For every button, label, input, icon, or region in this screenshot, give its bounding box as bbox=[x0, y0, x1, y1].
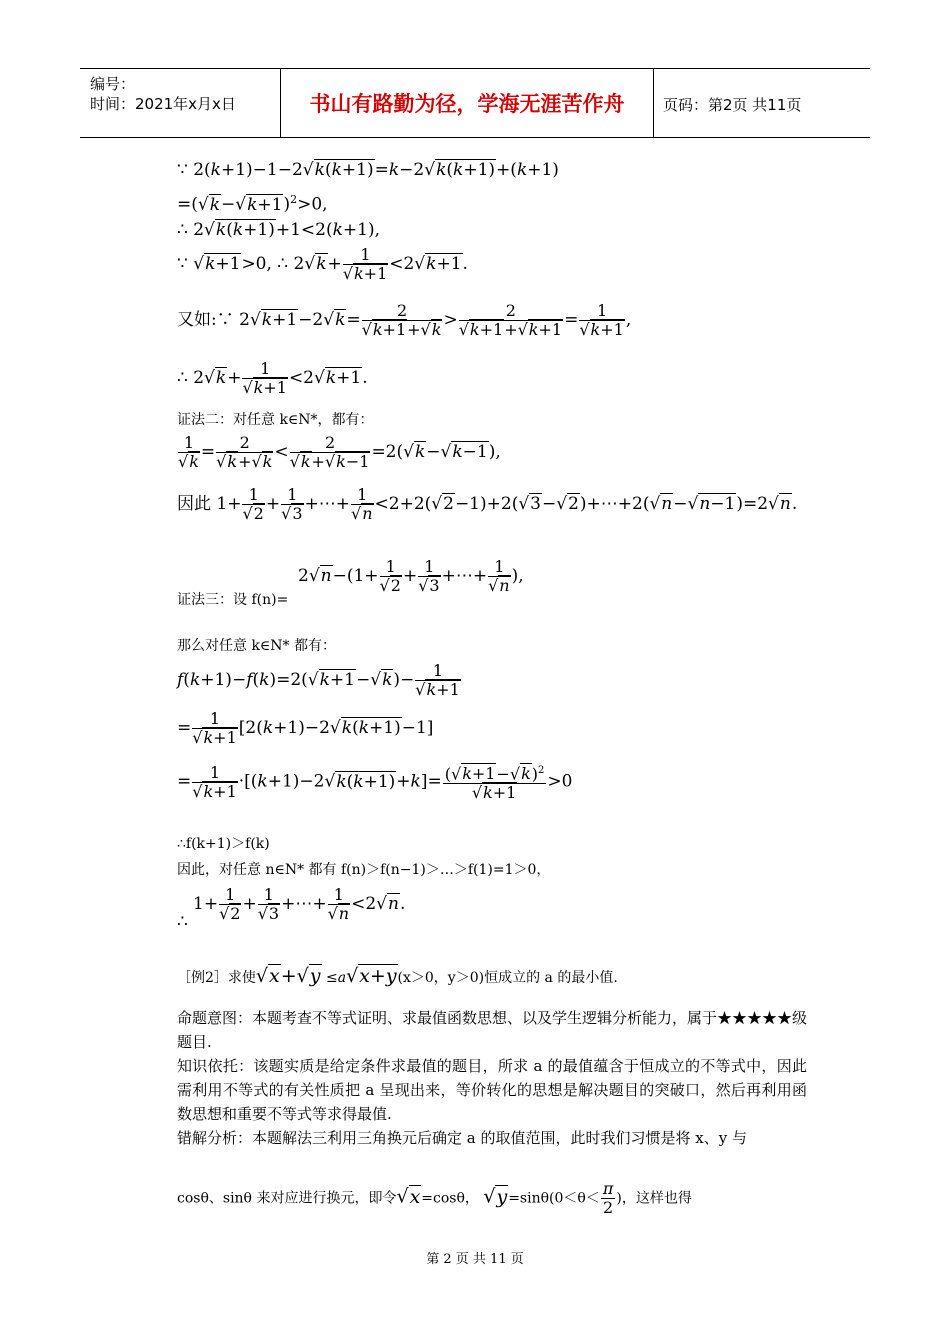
header-page: 页码：第2页 共11页 bbox=[663, 96, 802, 114]
formula-line: = $\frac{1}{√k+1}$ [2(k+1)−2√k(k+1)−1] bbox=[177, 709, 434, 747]
formula-line: ∴ 2√k+ $\frac{1}{√k+1}$ <2√k+1. bbox=[177, 359, 368, 397]
therefore-line: 因此，对任意 n∈N* 都有 f(n)＞f(n−1)＞…＞f(1)=1＞0， bbox=[177, 862, 551, 878]
then-label: 那么对任意 k∈N* 都有： bbox=[177, 638, 336, 654]
formula-line: ∴ bbox=[177, 912, 188, 932]
error-text-c: =cosθ， bbox=[421, 1190, 479, 1207]
page-header bbox=[80, 68, 870, 138]
formula-line: ∵ √k+1>0, ∴ 2√k+ $\frac{1}{√k+1}$ <2√k+1. bbox=[177, 245, 468, 283]
conclude-fk: ∴f(k+1)＞f(k) bbox=[177, 836, 270, 852]
header-motto: 书山有路勤为径，学海无涯苦作舟 bbox=[281, 69, 654, 137]
intent-para: 命题意图：本题考查不等式证明、求最值函数思想、以及学生逻辑分析能力，属于★★★★★级题目. bbox=[177, 1009, 808, 1051]
error-para: 错解分析：本题解法三利用三角换元后确定 a 的取值范围，此时我们习惯是将 x、y 与 bbox=[177, 1129, 747, 1147]
math-sqrt-y: √y bbox=[296, 965, 321, 987]
error-line: cosθ、sinθ 来对应进行换元，即令√x=cosθ， √y=sinθ(0＜θ＜ $\frac{\pi}{2}$ )，这样也得 bbox=[177, 1179, 692, 1217]
math-sqrt-xy: √x+y bbox=[346, 965, 397, 987]
error-text-e: )，这样也得 bbox=[616, 1190, 692, 1207]
proof3-label: 证法三：设 f(n)= bbox=[177, 592, 289, 608]
error-text-b: cosθ、sinθ 来对应进行换元，即令 bbox=[177, 1190, 397, 1207]
formula-line: 又如:∵ 2√k+1−2√k= $\frac{2}{√k+1+√k}$ > $\frac{2}{√k+1+√k+1}$ = $\frac{1}{√k+1}$ , bbox=[177, 301, 632, 339]
page-footer: 第 2 页 共 11 页 bbox=[426, 1252, 524, 1267]
formula-line: $\frac{1}{√k}$ = $\frac{2}{√k+√k}$ < $\frac{2}{√k+√k-1}$ =2(√k−√k−1), bbox=[178, 433, 501, 471]
example2: ［例2］求使√x+√y ≤a√x+y(x＞0，y＞0)恒成立的 a 的最小值. bbox=[177, 965, 618, 987]
formula-line: 2√n−(1+ $\frac{1}{√2}$ + $\frac{1}{√3}$ +⋯+ $\frac{1}{√n}$ ), bbox=[298, 557, 524, 595]
formula-line: ∴ 2√k(k+1)+1<2(k+1), bbox=[177, 220, 381, 240]
header-date: 时间：2021年x月x日 bbox=[90, 95, 236, 113]
formula-line: 1+ $\frac{1}{√2}$ + $\frac{1}{√3}$ +⋯+ $\frac{1}{√n}$ <2√n. bbox=[193, 885, 406, 923]
error-text-d: =sinθ(0＜θ＜ bbox=[508, 1190, 600, 1207]
proof2-label: 证法二：对任意 k∈N*，都有： bbox=[177, 412, 374, 428]
formula-line: $=(√k-√k+1)^2>0$, bbox=[177, 193, 328, 215]
example2-suffix: (x＞0，y＞0)恒成立的 a 的最小值. bbox=[397, 970, 618, 986]
math-sqrt-x: √x bbox=[255, 965, 280, 987]
header-number: 编号： bbox=[90, 75, 136, 93]
formula-line: = $\frac{1}{√k+1}$ ·[(k+1)−2√k(k+1)+k]= $\frac{(√k+1-√k)^2}{√k+1}$ >0 bbox=[177, 762, 573, 803]
header-meta bbox=[80, 69, 281, 137]
formula-line: 因此 1+ $\frac{1}{√2}$ + $\frac{1}{√3}$ +⋯+ $\frac{1}{√n}$ <2+2(√2−1)+2(√3−√2)+⋯+2(√n−√n−1)=2√n. bbox=[177, 485, 798, 523]
formula-line: ∵ 2(k+1)−1−2√k(k+1)=k−2√k(k+1)+(k+1) bbox=[177, 160, 559, 180]
knowledge-para: 知识依托：该题实质是给定条件求最值的题目，所求 a 的最值蕴含于恒成立的不等式中，因此需利用不等式的有关性质把 a 呈现出来，等价转化的思想是解决题目的突破口，然后再利用函数思想和重要不等式等求得最值. bbox=[177, 1057, 807, 1123]
example2-prefix: ［例2］求使 bbox=[177, 970, 256, 986]
formula-line: f(k+1)−f(k)=2(√k+1−√k)− $\frac{1}{√k+1}$ bbox=[177, 661, 460, 699]
